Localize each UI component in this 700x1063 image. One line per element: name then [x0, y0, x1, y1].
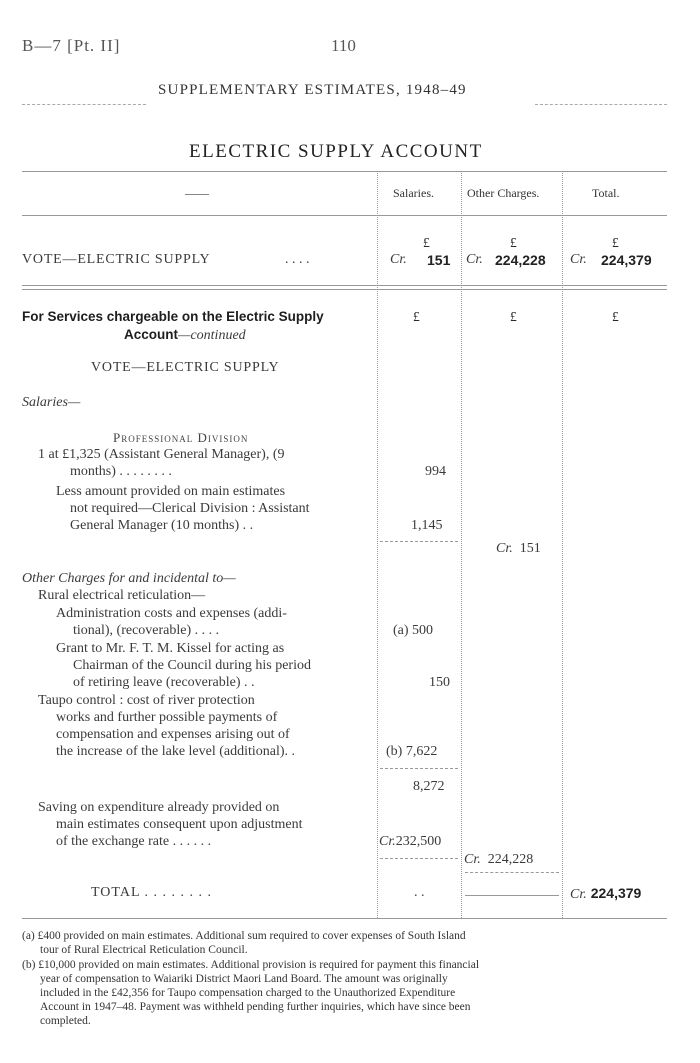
admin-line-2: tional), (recoverable) . . . . — [73, 623, 220, 638]
cr-total: Cr. — [570, 252, 587, 267]
rural-heading: Rural electrical reticulation— — [38, 588, 206, 603]
value-subtotal: 8,272 — [413, 779, 445, 794]
value-taupo: (b) 7,622 — [386, 744, 438, 759]
other-charges-heading: Other Charges for and incidental to— — [22, 571, 236, 586]
vote-total-value: 224,379 — [601, 252, 652, 268]
grand-total: Cr. 224,379 — [570, 885, 642, 902]
vote-summary-leaders: . . . . — [285, 252, 310, 267]
grant-line-3: of retiring leave (recoverable) . . — [73, 675, 255, 690]
saving-line-2: main estimates consequent upon adjustment — [56, 817, 303, 832]
cr-salaries: Cr. — [390, 252, 407, 267]
value-other-total: Cr. 224,228 — [464, 852, 534, 867]
services-heading-line1: For Services chargeable on the Electric Supply — [22, 309, 324, 324]
grant-line-1: Grant to Mr. F. T. M. Kissel for acting as — [56, 641, 285, 656]
value-994: 994 — [425, 464, 446, 479]
salaries-heading: Salaries— — [22, 395, 81, 410]
taupo-line-2: works and further possible payments of — [56, 710, 278, 725]
rule-under-saving — [380, 858, 458, 859]
footnote-b-2: year of compensation to Waiariki District Maori Land Board. The amount was originally — [40, 973, 448, 985]
item-assistant-gm-1: 1 at £1,325 (Assistant General Manager), (9 — [38, 447, 285, 462]
taupo-line-4: the increase of the lake level (additional). . — [56, 744, 296, 759]
rule-under-taupo — [380, 768, 458, 769]
value-grant: 150 — [429, 675, 450, 690]
summary-bottom-rule — [22, 285, 667, 286]
saving-line-3: of the exchange rate . . . . . . — [56, 834, 212, 849]
col-salaries: Salaries. — [393, 186, 434, 200]
vote-other-value: 224,228 — [495, 252, 546, 268]
col-item-dash: —— — [185, 186, 209, 200]
grant-line-2: Chairman of the Council during his period — [73, 658, 311, 673]
pound-salaries: £ — [423, 235, 430, 250]
column-divider-salaries — [377, 171, 378, 918]
header-bottom-rule — [22, 215, 667, 216]
division-heading: Professional Division — [113, 430, 249, 445]
less-line-1: Less amount provided on main estimates — [56, 484, 286, 499]
total-label: TOTAL . . . . . . . . — [91, 885, 212, 900]
footnote-b-3: included in the £42,356 for Taupo compensation charged to the Unauthorized Expenditure — [40, 987, 456, 999]
footnote-b-5: completed. — [40, 1015, 91, 1027]
account-title: ELECTRIC SUPPLY ACCOUNT — [189, 141, 483, 162]
services-heading-account: Account — [124, 327, 178, 342]
column-divider-other — [461, 171, 462, 918]
footnote-b-4: Account in 1947–48. Payment was withheld pending further inquiries, which have since been — [40, 1001, 471, 1013]
taupo-line-3: compensation and expenses arising out of — [56, 727, 290, 742]
services-heading-line2 — [124, 326, 246, 344]
col-other-charges: Other Charges. — [467, 186, 540, 200]
pound-section-salaries: £ — [413, 309, 420, 324]
vote-salaries-value: 151 — [427, 252, 451, 268]
less-line-3: General Manager (10 months) . . — [70, 518, 254, 533]
header-rule-right — [535, 104, 667, 105]
total-other-dash — [465, 895, 559, 896]
value-cr-151: Cr. 151 — [496, 541, 541, 556]
item-assistant-gm-2: months) . . . . . . . . — [70, 464, 172, 479]
column-divider-total — [562, 171, 563, 918]
pound-section-other: £ — [510, 309, 517, 324]
header-rule-left — [22, 104, 146, 105]
page-reference: B—7 [Pt. II] — [22, 36, 121, 55]
admin-line-1: Administration costs and expenses (addi- — [56, 606, 287, 621]
page-number: 110 — [331, 36, 356, 55]
services-heading-continued: —continued — [178, 328, 246, 343]
footnote-a-2: tour of Rural Electrical Reticulation Council. — [40, 944, 248, 956]
total-salaries-leader: . . — [414, 885, 425, 900]
table-top-rule — [22, 171, 667, 172]
footnote-a-1: (a) £400 provided on main estimates. Additional sum required to cover expenses of South Island — [22, 930, 466, 942]
rule-under-1145 — [380, 541, 458, 542]
col-total: Total. — [592, 186, 620, 200]
taupo-line-1: Taupo control : cost of river protection — [38, 693, 255, 708]
footnote-b-1: (b) £10,000 provided on main estimates. Additional provision is required for payment this financial — [22, 959, 480, 971]
value-admin: (a) 500 — [393, 623, 434, 638]
saving-line-1: Saving on expenditure already provided on — [38, 800, 280, 815]
grand-total-value: 224,379 — [590, 885, 642, 901]
vote-summary-label: VOTE—ELECTRIC SUPPLY — [22, 252, 211, 267]
less-line-2: not required—Clerical Division : Assistant — [70, 501, 310, 516]
cr-other: Cr. — [466, 252, 483, 267]
table-bottom-rule — [22, 918, 667, 919]
rule-under-other-total — [465, 872, 559, 873]
pound-other: £ — [510, 235, 517, 250]
summary-double-rule — [22, 289, 667, 290]
value-1145: 1,145 — [411, 518, 443, 533]
vote-title: VOTE—ELECTRIC SUPPLY — [91, 360, 280, 375]
pound-total: £ — [612, 235, 619, 250]
running-title: SUPPLEMENTARY ESTIMATES, 1948–49 — [158, 82, 467, 98]
pound-section-total: £ — [612, 309, 619, 324]
value-saving: Cr.232,500 — [379, 834, 442, 849]
